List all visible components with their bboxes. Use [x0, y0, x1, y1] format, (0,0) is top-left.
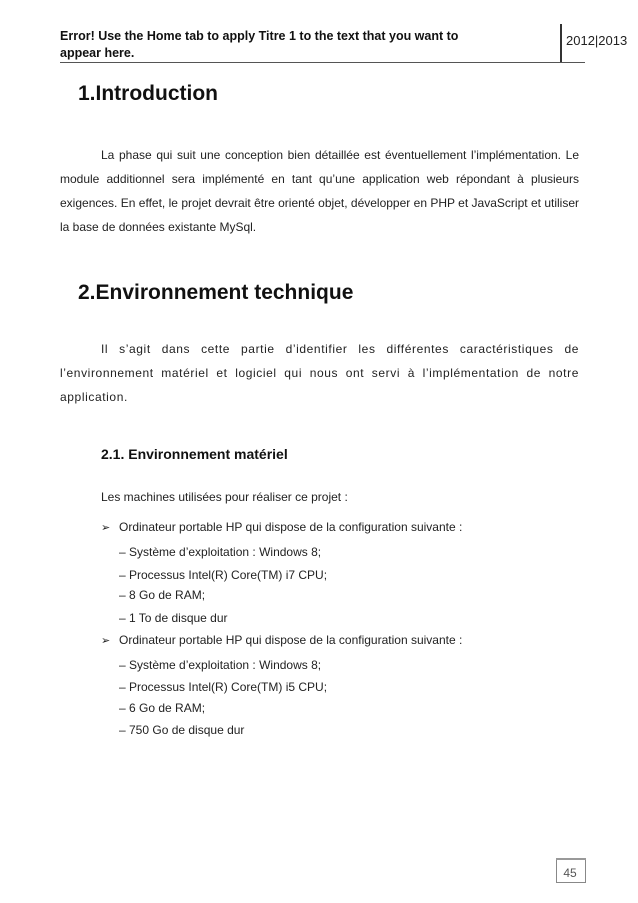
header-year: 2012|2013	[566, 33, 628, 48]
paragraph-introduction: La phase qui suit une conception bien détaillée est éventuellement l’implémentation. Le module additionnel sera implémenté en tant qu’une application web répondant à plusieurs exigences. En effet, le projet devrait être orienté objet, développer en PHP et JavaScript et utiliser la base de données existante MySql.	[60, 148, 579, 234]
machine-1-label: Ordinateur portable HP qui dispose de la configuration suivante :	[119, 520, 463, 534]
machines-intro: Les machines utilisées pour réaliser ce projet :	[101, 490, 348, 504]
heading-environnement-materiel: 2.1. Environnement matériel	[101, 446, 288, 462]
page-number: 45	[563, 866, 577, 880]
machine-1-spec: – Processus Intel(R) Core(TM) i7 CPU;	[119, 568, 328, 582]
heading-environnement-technique: 2.Environnement technique	[78, 281, 354, 304]
machine-2-spec: – Système d’exploitation : Windows 8;	[119, 658, 322, 672]
paragraph-environnement: Il s’agit dans cette partie d’identifier les différentes caractéristiques de l’environnement matériel et logiciel qui nous ont servi à l’implémentation de notre application.	[60, 342, 579, 404]
list-item-machine-1	[101, 520, 462, 534]
arrow-bullet-icon: ➢	[101, 522, 111, 534]
arrow-bullet-icon: ➢	[101, 635, 111, 647]
machine-1-spec: – 8 Go de RAM;	[119, 588, 206, 602]
heading-introduction: 1.Introduction	[78, 82, 218, 105]
header-title: Error! Use the Home tab to apply Titre 1 to the text that you want to appear here.	[60, 29, 459, 60]
machine-2-spec: – Processus Intel(R) Core(TM) i5 CPU;	[119, 680, 328, 694]
machine-1-spec: – 1 To de disque dur	[119, 611, 228, 625]
machine-1-spec: – Système d’exploitation : Windows 8;	[119, 545, 322, 559]
machine-2-spec: – 6 Go de RAM;	[119, 701, 206, 715]
machine-2-label: Ordinateur portable HP qui dispose de la configuration suivante :	[119, 633, 463, 647]
page-header	[60, 24, 628, 63]
machine-2-spec: – 750 Go de disque dur	[119, 723, 245, 737]
list-item-machine-2	[101, 633, 462, 647]
header-divider	[560, 24, 562, 62]
